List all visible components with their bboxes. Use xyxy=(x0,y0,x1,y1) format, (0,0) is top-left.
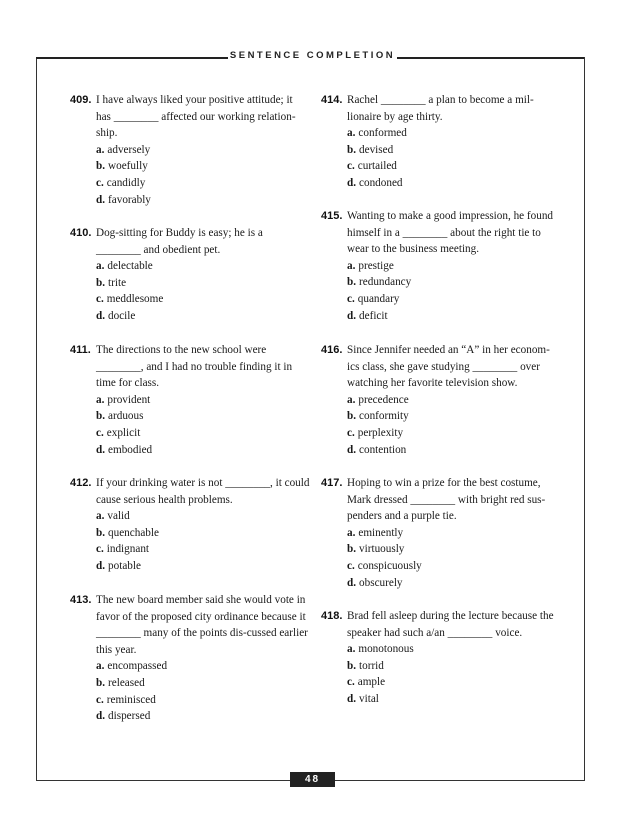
option-text: redundancy xyxy=(359,276,412,289)
option-text: deficit xyxy=(359,309,388,322)
option-b xyxy=(347,274,561,291)
option-text: quenchable xyxy=(108,526,159,539)
question-stem: Rachel ________ a plan to become a mil-lionaire by age thirty. xyxy=(347,94,534,123)
question-stem: Hoping to win a prize for the best costume, Mark dressed ________ with bright red sus-penders and a purple tie. xyxy=(347,477,546,523)
option-d xyxy=(347,575,561,592)
question-410 xyxy=(70,225,310,325)
question-416 xyxy=(321,342,561,458)
option-letter: b. xyxy=(96,276,106,289)
section-title: SENTENCE COMPLETION xyxy=(229,50,396,61)
option-text: docile xyxy=(108,309,136,322)
option-d xyxy=(347,442,561,459)
option-letter: c. xyxy=(96,693,104,706)
question-415 xyxy=(321,208,561,324)
option-text: conformed xyxy=(358,127,407,140)
option-letter: d. xyxy=(347,176,357,189)
option-letter: a. xyxy=(96,393,105,406)
option-text: eminently xyxy=(358,526,404,539)
question-number: 409. xyxy=(70,94,92,106)
option-b xyxy=(96,675,310,692)
question-412 xyxy=(70,475,310,575)
question-number: 416. xyxy=(321,344,343,356)
option-letter: d. xyxy=(347,576,357,589)
option-a xyxy=(347,641,561,658)
option-letter: c. xyxy=(96,543,104,556)
question-stem: Dog-sitting for Buddy is easy; he is a ________ and obedient pet. xyxy=(96,227,263,256)
option-letter: b. xyxy=(96,160,106,173)
option-a xyxy=(347,125,561,142)
option-text: monotonous xyxy=(358,643,414,656)
question-414 xyxy=(321,92,561,192)
option-a xyxy=(96,658,310,675)
option-letter: a. xyxy=(96,660,105,673)
option-c xyxy=(96,541,310,558)
question-409 xyxy=(70,92,310,208)
option-text: reminisced xyxy=(106,693,156,706)
option-d xyxy=(96,558,310,575)
option-letter: d. xyxy=(96,559,106,572)
option-letter: d. xyxy=(96,710,106,723)
question-number: 417. xyxy=(321,477,343,489)
question-number: 411. xyxy=(70,344,91,356)
page-number: 48 xyxy=(304,774,321,785)
option-c xyxy=(347,291,561,308)
option-letter: a. xyxy=(96,260,105,273)
option-letter: a. xyxy=(96,510,105,523)
option-letter: c. xyxy=(347,559,355,572)
option-text: contention xyxy=(359,443,407,456)
option-a xyxy=(96,392,310,409)
option-letter: a. xyxy=(347,526,356,539)
option-d xyxy=(96,192,310,209)
option-text: valid xyxy=(107,510,130,523)
question-stem: If your drinking water is not ________, it could cause serious health problems. xyxy=(96,477,310,506)
option-text: perplexity xyxy=(357,426,404,439)
option-letter: c. xyxy=(96,293,104,306)
option-text: candidly xyxy=(106,176,146,189)
option-letter: b. xyxy=(96,676,106,689)
option-letter: a. xyxy=(347,127,356,140)
option-d xyxy=(96,308,310,325)
option-d xyxy=(347,691,561,708)
option-text: dispersed xyxy=(108,710,151,723)
option-text: devised xyxy=(359,143,394,156)
option-b xyxy=(347,541,561,558)
option-letter: c. xyxy=(96,426,104,439)
option-letter: b. xyxy=(96,526,106,539)
option-text: released xyxy=(108,676,145,689)
option-a xyxy=(96,258,310,275)
option-b xyxy=(347,658,561,675)
header-rule-left xyxy=(36,57,228,59)
option-a xyxy=(96,508,310,525)
question-number: 410. xyxy=(70,227,92,239)
question-stem: Since Jennifer needed an “A” in her econom-ics class, she gave studying ________ over watching her favorite television show. xyxy=(347,344,550,390)
option-letter: b. xyxy=(347,276,357,289)
option-text: arduous xyxy=(108,410,144,423)
option-text: trite xyxy=(108,276,127,289)
option-d xyxy=(96,708,310,725)
option-text: explicit xyxy=(106,426,141,439)
option-text: provident xyxy=(107,393,151,406)
option-d xyxy=(96,442,310,459)
option-letter: b. xyxy=(347,659,357,672)
option-b xyxy=(347,408,561,425)
question-number: 412. xyxy=(70,477,92,489)
option-c xyxy=(96,291,310,308)
option-text: ample xyxy=(357,676,386,689)
option-d xyxy=(347,308,561,325)
option-a xyxy=(347,525,561,542)
option-a xyxy=(347,392,561,409)
option-d xyxy=(347,175,561,192)
option-text: prestige xyxy=(358,259,394,272)
question-number: 418. xyxy=(321,610,343,622)
option-b xyxy=(96,158,310,175)
question-stem: I have always liked your positive attitude; it has ________ affected our working relation-ship. xyxy=(96,94,296,140)
option-text: quandary xyxy=(357,292,400,305)
header-rule-right xyxy=(397,57,584,59)
option-a xyxy=(347,258,561,275)
option-c xyxy=(347,158,561,175)
option-text: potable xyxy=(108,559,141,572)
option-text: precedence xyxy=(358,393,409,406)
option-letter: c. xyxy=(347,676,355,689)
question-stem: The new board member said she would vote in favor of the proposed city ordinance because it ________ many of the points dis-cussed earlier this year. xyxy=(96,594,308,656)
question-number: 415. xyxy=(321,210,343,222)
option-b xyxy=(347,142,561,159)
option-letter: d. xyxy=(96,443,106,456)
option-text: delectable xyxy=(107,260,153,273)
option-letter: d. xyxy=(96,193,106,206)
option-text: curtailed xyxy=(357,160,397,173)
option-letter: d. xyxy=(96,309,106,322)
option-letter: a. xyxy=(347,259,356,272)
option-text: embodied xyxy=(108,443,153,456)
option-text: conformity xyxy=(359,410,409,423)
option-text: condoned xyxy=(359,176,403,189)
option-c xyxy=(347,425,561,442)
option-letter: d. xyxy=(347,443,357,456)
option-letter: c. xyxy=(347,160,355,173)
option-b xyxy=(96,275,310,292)
option-text: conspicuously xyxy=(357,559,422,572)
question-411 xyxy=(70,342,310,458)
question-417 xyxy=(321,475,561,591)
option-letter: a. xyxy=(96,143,105,156)
option-a xyxy=(96,142,310,159)
option-text: woefully xyxy=(108,160,148,173)
option-text: adversely xyxy=(107,143,151,156)
option-letter: b. xyxy=(96,410,106,423)
option-text: favorably xyxy=(108,193,151,206)
option-letter: c. xyxy=(347,292,355,305)
option-b xyxy=(96,525,310,542)
option-c xyxy=(96,175,310,192)
option-letter: c. xyxy=(96,176,104,189)
option-letter: a. xyxy=(347,643,356,656)
option-letter: d. xyxy=(347,309,357,322)
option-b xyxy=(96,408,310,425)
option-c xyxy=(347,558,561,575)
option-letter: b. xyxy=(347,143,357,156)
option-text: virtuously xyxy=(359,543,405,556)
question-stem: The directions to the new school were ________, and I had no trouble finding it in time for class. xyxy=(96,344,293,390)
question-number: 413. xyxy=(70,594,92,606)
option-text: torrid xyxy=(359,659,384,672)
option-letter: b. xyxy=(347,543,357,556)
option-text: obscurely xyxy=(359,576,403,589)
option-c xyxy=(347,674,561,691)
option-c xyxy=(96,692,310,709)
question-stem: Brad fell asleep during the lecture because the speaker had such a/an ________ voice. xyxy=(347,610,554,639)
question-413 xyxy=(70,592,310,725)
option-text: encompassed xyxy=(107,660,168,673)
option-text: vital xyxy=(359,692,379,705)
option-letter: c. xyxy=(347,426,355,439)
option-letter: b. xyxy=(347,410,357,423)
option-letter: d. xyxy=(347,692,357,705)
option-letter: a. xyxy=(347,393,356,406)
option-text: meddlesome xyxy=(106,293,164,306)
question-418 xyxy=(321,608,561,708)
question-stem: Wanting to make a good impression, he found himself in a ________ about the right tie to wear to the business meeting. xyxy=(347,210,554,256)
question-number: 414. xyxy=(321,94,343,106)
option-c xyxy=(96,425,310,442)
option-text: indignant xyxy=(106,543,150,556)
